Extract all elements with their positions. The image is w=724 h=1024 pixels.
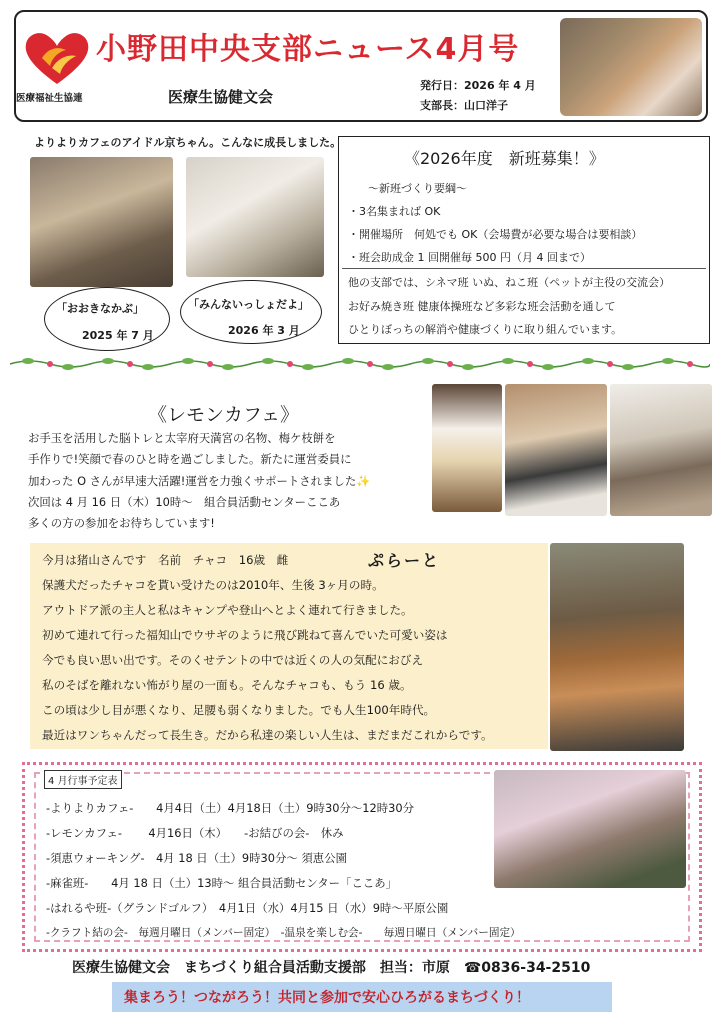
schedule-item: -レモンカフェ- 4月16日（木） -お結びの会- 休み <box>46 826 344 840</box>
lemon-line: 多くの方の参加をお待ちしています! <box>28 516 215 531</box>
pet-column-title: ぷらーと <box>368 551 441 570</box>
heart-logo-icon <box>22 28 92 88</box>
recruit-line: ひとりぼっちの解消や健康づくりに取り組んでいます。 <box>348 323 623 336</box>
lemon-cafe-title: 《レモンカフェ》 <box>148 404 300 426</box>
kyochan-caption: よりよりカフェのアイドル京ちゃん。こんなに成長しました。 <box>34 136 342 149</box>
contact-info: 医療生協健文会 まちづくり組合員活動支援部 担当：市原 ☎0836-34-2510 <box>72 960 591 976</box>
bubble-date-2025: 2025 年 7 月 <box>82 329 154 342</box>
lemon-line: 手作りで!笑顔で春のひと時を過ごしました。新たに運営委員に <box>28 452 352 467</box>
recruit-line: ・3名集まれば OK <box>348 205 441 218</box>
flower-vine-divider <box>10 356 710 372</box>
lemon-line: お手玉を活用した脳トレと太宰府天満宮の名物、梅ケ枝餅を <box>28 431 336 445</box>
pet-line: アウトドア派の主人と私はキャンプや登山へとよく連れて行きました。 <box>42 603 413 617</box>
pet-line: 保護犬だったチャコを貰い受けたのは2010年、生後 3ヶ月の時。 <box>42 578 384 592</box>
lemon-line: 次回は 4 月 16 日（木）10時～ 組合員活動センターここあ <box>28 494 341 509</box>
slogan-text: 集まろう！つながろう！共同と参加で安心ひろがるまちづくり！ <box>124 990 530 1006</box>
lemon-cafe-body <box>28 428 438 534</box>
dog-with-blossoms-photo <box>494 770 686 888</box>
lemon-cafe-room-photo <box>610 384 712 516</box>
logo-text: 医療福祉生協連 <box>16 93 83 104</box>
bubble-quote-2025: 「おおきなかぶ」 <box>56 302 144 315</box>
schedule-item: -よりよりカフェ- 4月4日（土）4月18日（土）9時30分～12時30分 <box>46 801 414 815</box>
newsletter-title: 小野田中央支部ニュース4月号 <box>96 32 520 67</box>
lemon-line: 加わった O さんが早速大活躍!運営を力強くサポートされました✨ <box>28 473 371 488</box>
chako-dog-photo <box>550 543 684 751</box>
schedule-item: -クラフト結の会- 毎週月曜日（メンバー固定） -温泉を楽しむ会- 毎週日曜日（メンバー固定） <box>46 927 521 939</box>
pet-line: 最近はワンちゃんだって長生き。だから私達の楽しい人生は、まだまだこれからです。 <box>42 728 493 742</box>
header-dog-photo <box>560 18 702 116</box>
recruit-line: お好み焼き班 健康体操班など多彩な班会活動を通して <box>348 300 616 313</box>
schedule-item: -はれるや班-（グランドゴルフ） 4月1日（水）4月15 日（水）9時～平原公園 <box>46 901 449 915</box>
schedule-item: -麻雀班- 4月 18 日（土）13時～ 組合員活動センター「ここあ」 <box>46 876 398 890</box>
recruit-line: ・開催場所 何処でも OK（会場費が必要な場合は要相談） <box>348 228 643 241</box>
recruit-line: ・班会助成金 1 回開催毎 500 円（月 4 回まで） <box>348 251 591 264</box>
pet-line: 私のそばを離れない怖がり屋の一面も。そんなチャコも、もう 16 歳。 <box>42 678 412 692</box>
pet-line: 今月は猪山さんです 名前 チャコ 16歳 雌 <box>42 553 289 567</box>
kyochan-photo-2025 <box>30 157 173 287</box>
recruit-divider <box>342 268 706 269</box>
lemon-cafe-cooking-photo <box>505 384 607 516</box>
pet-line: 初めて連れて行った福知山でウサギのように飛び跳ねて喜んでいた可愛い姿は <box>42 628 448 642</box>
schedule-item: -須恵ウォーキング- 4月 18 日（土）9時30分～ 須恵公園 <box>46 851 347 865</box>
schedule-label: 4 月行事予定表 <box>44 770 122 789</box>
bubble-quote-2026: 「みんないっしょだよ」 <box>188 298 309 311</box>
kyochan-photo-2026 <box>186 157 324 277</box>
issue-date: 発行日：2026 年 4 月 <box>420 79 536 92</box>
recruit-title: 《2026年度 新班募集！》 <box>404 149 605 168</box>
pet-line: この頃は少し目が悪くなり、足腰も弱くなりました。でも人生100年時代。 <box>42 703 436 717</box>
recruit-line: 他の支部では、シネマ班 いぬ、ねこ班（ペットが主役の交流会） <box>348 276 671 289</box>
lemon-cafe-tea-photo <box>432 384 502 512</box>
branch-head: 支部長：山口洋子 <box>420 99 508 112</box>
pet-column-box <box>30 543 548 749</box>
recruit-line: ～新班づくり要綱～ <box>368 182 467 195</box>
bubble-date-2026: 2026 年 3 月 <box>228 324 300 337</box>
issue-info <box>420 76 536 116</box>
pet-line: 今でも良い思い出です。そのくせテントの中では近くの人の気配におびえ <box>42 653 424 667</box>
organization-name: 医療生協健文会 <box>168 88 274 106</box>
